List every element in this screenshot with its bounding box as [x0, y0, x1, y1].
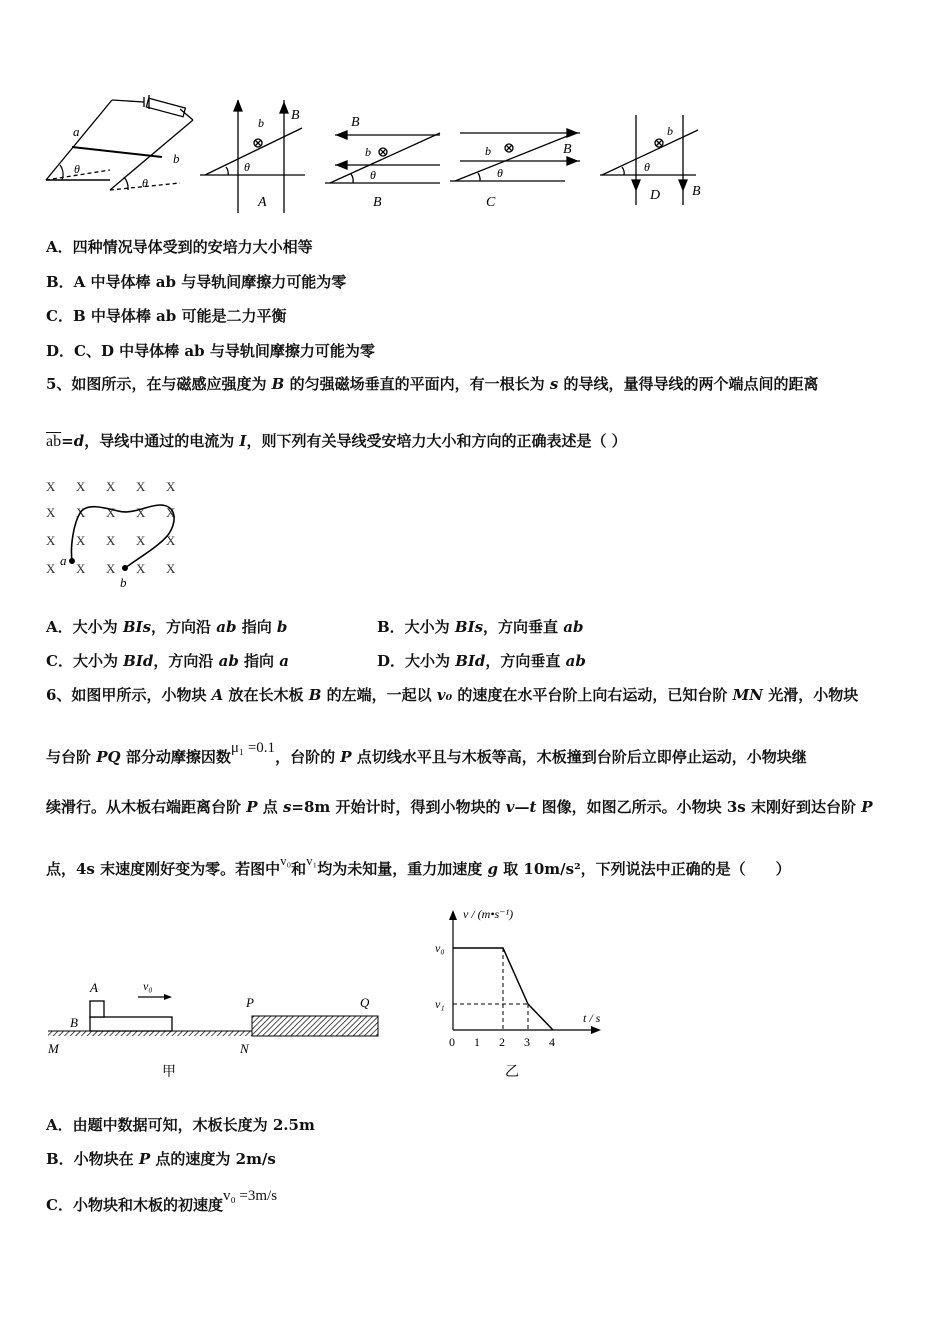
- opt-text: ，方向垂直: [485, 652, 566, 670]
- field-x-mark: X: [136, 479, 146, 494]
- q6-text: 取 10m/s²，下列说法中正确的是（ ）: [497, 860, 791, 878]
- q5-eq: =: [61, 432, 74, 450]
- vt-marks: [453, 948, 553, 1030]
- jia-label-a: A: [90, 980, 98, 995]
- q6-text: 点，4s 末速度刚好变为零。若图中: [46, 860, 281, 878]
- field-x-mark: X: [166, 533, 176, 548]
- figA-label-B: B: [291, 108, 300, 123]
- vt-x-tick-label: 3: [524, 1035, 530, 1049]
- q6-stem-line2: [46, 740, 807, 767]
- opt-expr: BId: [455, 652, 486, 670]
- opt-text: 点的速度为 2m/s: [150, 1150, 276, 1168]
- wire-endpoint-b: [122, 565, 128, 571]
- q6-text: ，台阶的: [275, 748, 341, 766]
- figC-label-b: b: [485, 144, 491, 158]
- opt-var: P: [138, 1150, 151, 1168]
- q4-option-c[interactable]: C．B 中导体棒 ab 可能是二力平衡: [46, 307, 287, 325]
- vt-y-tick-label: v₁: [435, 997, 445, 1011]
- q6-stem-line3: [46, 796, 872, 817]
- opt-var: ab: [218, 652, 239, 670]
- field-x-mark: X: [76, 533, 86, 548]
- figB-theta: θ: [370, 168, 376, 182]
- q6-var: v₀: [436, 686, 453, 704]
- jia-label-p: P: [246, 995, 254, 1010]
- q6-text: 放在长木板: [223, 686, 309, 704]
- q6-var: P: [861, 798, 873, 816]
- opt-var: a: [279, 652, 289, 670]
- opt-var: b: [276, 618, 288, 636]
- jia-label-v0: v₀: [143, 979, 153, 993]
- q6-stem-line1: [46, 684, 858, 705]
- q5-var-I: I: [239, 432, 247, 450]
- wire-label-b: b: [120, 575, 127, 590]
- q6-text: 点切线水平且与木板等高，木板撞到台阶后立即停止运动，小物块继: [351, 748, 807, 766]
- vt-xlabel: t / s: [583, 1011, 601, 1025]
- figure-b: [325, 131, 440, 183]
- jia-caption: 甲: [162, 1065, 176, 1080]
- q6-var: P: [246, 798, 258, 816]
- field-x-mark: X: [166, 479, 176, 494]
- opt-expr: BIs: [122, 618, 152, 636]
- q6-var: g: [487, 860, 498, 878]
- q5-var-B: B: [271, 375, 285, 393]
- q6-text: 续滑行。从木板右端距离台阶: [46, 798, 247, 816]
- q6-option-b[interactable]: [46, 1148, 276, 1169]
- inclined-rails-figure: [46, 95, 193, 190]
- vt-x-arrow: [591, 1026, 601, 1034]
- q5-wire-figure: [40, 475, 200, 590]
- q6-text: 点: [257, 798, 283, 816]
- figC-caption: C: [486, 195, 496, 210]
- step-pq: [252, 1016, 378, 1036]
- figB-label-B: B: [351, 115, 360, 130]
- figC-label-B: B: [563, 142, 572, 157]
- q6-text: 图像，如图乙所示。小物块 3s 末刚好到达台阶: [536, 798, 862, 816]
- q6-var: s: [282, 798, 292, 816]
- figC-theta: θ: [497, 166, 503, 180]
- fig1-label-b: b: [173, 151, 180, 166]
- figA-theta: θ: [244, 160, 250, 174]
- q6-text: 均为未知量，重力加速度: [317, 860, 488, 878]
- field-x-mark: X: [136, 533, 146, 548]
- q5-text: 的匀强磁场垂直的平面内，有一根长为: [284, 375, 550, 393]
- field-x-mark: X: [106, 479, 116, 494]
- q5-text: 5、如图所示，在与磁感应强度为: [46, 375, 272, 393]
- field-x-mark: X: [166, 561, 176, 576]
- opt-formula: v₀ =3m/s: [222, 1188, 278, 1204]
- curved-wire: [71, 505, 174, 568]
- figA-caption: A: [258, 195, 267, 210]
- field-x-mark: X: [46, 561, 56, 576]
- q5-text: ，导线中通过的电流为: [84, 432, 240, 450]
- vt-caption: 乙: [505, 1065, 519, 1080]
- figA-label-b: b: [258, 116, 264, 130]
- q6-option-a[interactable]: A．由题中数据可知，木板长度为 2.5m: [46, 1116, 315, 1134]
- figure-jia: [40, 975, 390, 1080]
- q5-stem-line2: [46, 430, 627, 451]
- field-x-mark: X: [106, 505, 116, 520]
- q6-v1-symbol: v₁: [306, 853, 318, 868]
- opt-text: ，方向沿: [153, 652, 219, 670]
- opt-text: 指向: [238, 652, 280, 670]
- figure-c: [450, 129, 580, 181]
- q5-option-b[interactable]: [377, 616, 584, 637]
- vt-x-tick-label: 0: [449, 1035, 455, 1049]
- jia-label-q: Q: [360, 995, 370, 1010]
- q4-figure-row: [40, 95, 720, 220]
- wire-label-a: a: [60, 553, 67, 568]
- q6-var: PQ: [96, 748, 121, 766]
- q6-option-c[interactable]: [46, 1188, 278, 1215]
- vt-x-tick-label: 1: [474, 1035, 480, 1049]
- q6-text: 和: [291, 860, 307, 878]
- q5-option-c[interactable]: [46, 650, 289, 671]
- q5-stem-line1: [46, 373, 819, 394]
- fig1-theta-2: θ: [142, 176, 148, 190]
- opt-text: ，方向垂直: [483, 618, 564, 636]
- block-a: [90, 1001, 104, 1017]
- opt-expr: BIs: [454, 618, 484, 636]
- field-x-mark: X: [46, 479, 56, 494]
- field-x-mark: X: [76, 505, 86, 520]
- q6-text: 的速度在水平台阶上向右运动，已知台阶: [452, 686, 733, 704]
- field-x-mark: X: [46, 533, 56, 548]
- q6-text: =8m 开始计时，得到小物块的: [291, 798, 506, 816]
- opt-expr: BId: [123, 652, 154, 670]
- ground-mn: [48, 1031, 252, 1036]
- wire-endpoint-a: [69, 558, 75, 564]
- figD-label-B: B: [692, 184, 701, 199]
- opt-text: A．大小为: [46, 618, 123, 636]
- q5-option-d[interactable]: [377, 650, 586, 671]
- q6-var: v—t: [505, 798, 537, 816]
- fig1-label-a: a: [73, 124, 80, 139]
- q6-text: 6、如图甲所示，小物块: [46, 686, 212, 704]
- board-b: [90, 1017, 172, 1031]
- vt-y-arrow: [449, 910, 457, 920]
- vt-y-tick-label: v₀: [435, 941, 445, 955]
- opt-var: ab: [216, 618, 237, 636]
- field-x-mark: X: [76, 479, 86, 494]
- q4-option-a[interactable]: A．四种情况导体受到的安培力大小相等: [46, 238, 313, 256]
- vt-axes: [435, 910, 601, 1049]
- field-x-mark: X: [46, 505, 56, 520]
- opt-text: 指向: [236, 618, 277, 636]
- opt-var: ab: [565, 652, 586, 670]
- field-x-mark: X: [106, 561, 116, 576]
- field-x-mark: X: [76, 561, 86, 576]
- vt-x-tick-label: 2: [499, 1035, 505, 1049]
- q6-text: 部分动摩擦因数: [120, 748, 231, 766]
- q6-var: MN: [732, 686, 763, 704]
- q5-var-s: s: [549, 375, 559, 393]
- opt-text: B．大小为: [377, 618, 455, 636]
- q6-text: 光滑，小物块: [762, 686, 859, 704]
- field-x-mark: X: [166, 505, 176, 520]
- figD-theta: θ: [644, 160, 650, 174]
- q6-v0-symbol: v₀: [280, 853, 292, 868]
- field-x-mark: X: [106, 533, 116, 548]
- q6-mu-formula: μ₁ =0.1: [230, 740, 276, 756]
- q5-text: ，则下列有关导线受安培力大小和方向的正确表述是（ ）: [246, 432, 627, 450]
- q6-text: 与台阶: [46, 748, 97, 766]
- opt-text: C．小物块和木板的初速度: [46, 1196, 223, 1214]
- q5-option-a[interactable]: [46, 616, 287, 637]
- q6-var: P: [340, 748, 352, 766]
- figB-caption: B: [373, 195, 382, 210]
- figure-a: [200, 100, 305, 213]
- vt-x-tick-label: 4: [549, 1035, 555, 1049]
- q6-var: B: [308, 686, 322, 704]
- opt-text: D．大小为: [377, 652, 456, 670]
- opt-text: ，方向沿: [151, 618, 217, 636]
- q5-text: 的导线，量得导线的两个端点间的距离: [558, 375, 819, 393]
- q6-var: A: [211, 686, 224, 704]
- figD-label-b: b: [667, 124, 673, 138]
- field-x-mark: X: [136, 561, 146, 576]
- jia-label-n: N: [240, 1041, 249, 1056]
- field-x-mark: X: [136, 505, 146, 520]
- q5-ab-overline: $\overline{ab}$: [46, 433, 62, 450]
- opt-var: ab: [563, 618, 584, 636]
- figD-caption: D: [650, 188, 661, 203]
- jia-label-b: B: [70, 1015, 78, 1030]
- opt-text: B．小物块在: [46, 1150, 139, 1168]
- vt-ylabel: v / (m•s⁻¹): [463, 907, 514, 921]
- vt-series-line: [453, 948, 553, 1030]
- opt-text: C．大小为: [46, 652, 124, 670]
- figB-label-b: b: [365, 145, 371, 159]
- q6-text: 的左端，一起以: [321, 686, 437, 704]
- jia-label-m: M: [48, 1041, 59, 1056]
- q5-var-d: d: [73, 432, 85, 450]
- q4-option-d[interactable]: D．C、D 中导体棒 ab 与导轨间摩擦力可能为零: [46, 342, 375, 360]
- figure-yi-vt-chart: [425, 900, 625, 1085]
- fig1-theta-1: θ: [74, 162, 80, 176]
- q4-option-b[interactable]: B．A 中导体棒 ab 与导轨间摩擦力可能为零: [46, 273, 347, 291]
- q6-stem-line4: [46, 853, 791, 879]
